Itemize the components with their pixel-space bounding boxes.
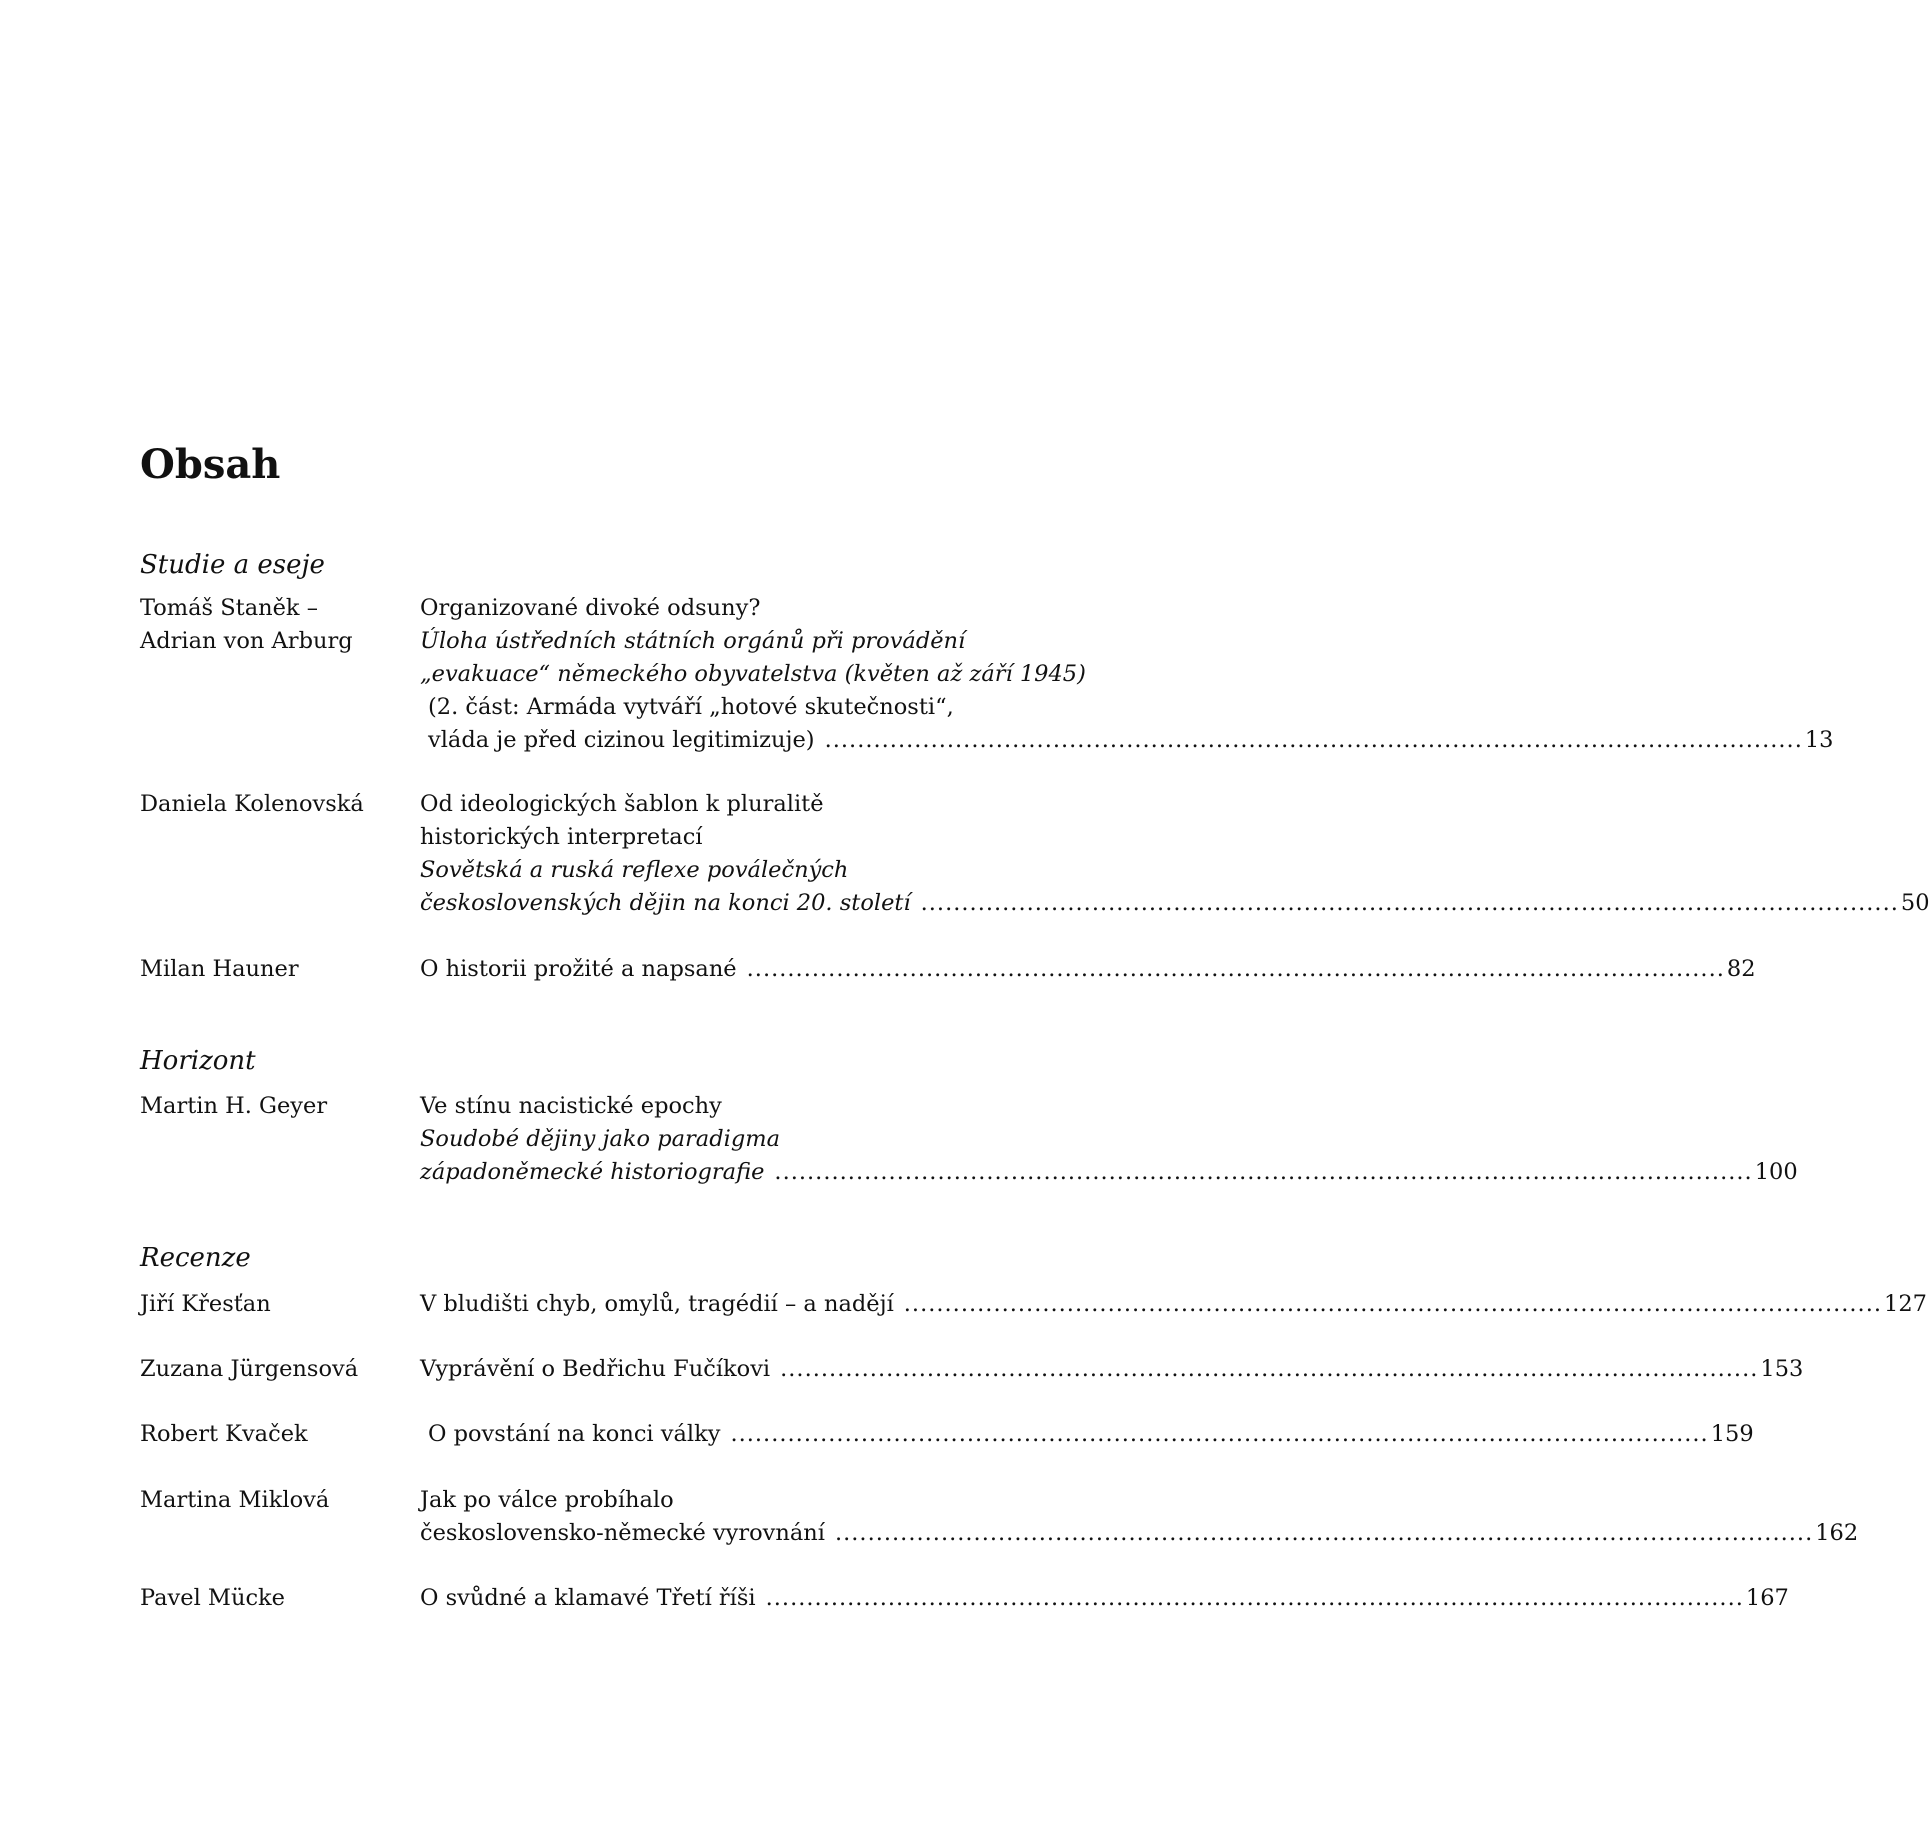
- page-number: 13: [1804, 727, 1834, 753]
- entry-author: Martina Miklová: [140, 1487, 330, 1513]
- page-number: 159: [1710, 1421, 1754, 1447]
- entry-title: Organizované divoké odsuny? Úloha ústředních státních orgánů při provádění „evakuace“ německého obyvatelstva (květen až září 1945) (2. část: Armáda vytváří „hotové skutečnosti“, vláda je před cizinou legitimizuje) ........................................................................................................................ 13: [420, 592, 1068, 757]
- entry-author: Pavel Mücke: [140, 1585, 285, 1611]
- page-number: 162: [1815, 1520, 1859, 1546]
- entry-title: O povstání na konci války ........................................................................................................................ 159: [420, 1418, 1068, 1451]
- page-number: 153: [1760, 1356, 1804, 1382]
- page-title: Obsah: [140, 441, 281, 488]
- entry-title: O svůdné a klamavé Třetí říši ........................................................................................................................ 167: [420, 1582, 1068, 1615]
- dot-leader: ........................................................................................................................: [746, 956, 1725, 982]
- page-number: 82: [1726, 956, 1756, 982]
- entry-title: Od ideologických šablon k pluralitě historických interpretací Sovětská a ruská reflexe poválečných československých dějin na konci 20. století ........................................................................................................................ 50: [420, 788, 1068, 920]
- entry-author: Jiří Křesťan: [140, 1291, 271, 1317]
- dot-leader: ........................................................................................................................: [903, 1291, 1883, 1317]
- section-heading-recenze: Recenze: [140, 1243, 251, 1273]
- section-heading-horizont: Horizont: [140, 1046, 256, 1076]
- page-number: 127: [1884, 1291, 1927, 1317]
- entry-author: Zuzana Jürgensová: [140, 1356, 359, 1382]
- entry-title: V bludišti chyb, omylů, tragédií – a nadějí ........................................................................................................................ 127: [420, 1288, 1068, 1321]
- dot-leader: ........................................................................................................................: [730, 1421, 1709, 1447]
- dot-leader: ........................................................................................................................: [774, 1159, 1753, 1185]
- entry-title: Vyprávění o Bedřichu Fučíkovi ........................................................................................................................ 153: [420, 1353, 1068, 1386]
- dot-leader: ........................................................................................................................: [920, 890, 1899, 916]
- entry-author: Martin H. Geyer: [140, 1093, 328, 1119]
- entry-title: Jak po válce probíhalo československo-německé vyrovnání ........................................................................................................................ 162: [420, 1484, 1068, 1550]
- page-number: 100: [1754, 1159, 1798, 1185]
- dot-leader: ........................................................................................................................: [834, 1520, 1814, 1546]
- page-number: 167: [1745, 1585, 1789, 1611]
- entry-author: Robert Kvaček: [140, 1421, 308, 1447]
- entry-author: Daniela Kolenovská: [140, 791, 364, 817]
- page-number: 50: [1900, 890, 1930, 916]
- dot-leader: ........................................................................................................................: [765, 1585, 1744, 1611]
- dot-leader: ........................................................................................................................: [780, 1356, 1759, 1382]
- entry-title: Ve stínu nacistické epochy Soudobé dějiny jako paradigma západoněmecké historiografie ........................................................................................................................ 100: [420, 1090, 1068, 1189]
- dot-leader: ........................................................................................................................: [824, 727, 1803, 753]
- section-heading-studie: Studie a eseje: [140, 550, 325, 580]
- entry-title: O historii prožité a napsané ........................................................................................................................ 82: [420, 953, 1068, 986]
- entry-author: Tomáš Staněk – Adrian von Arburg: [140, 595, 353, 654]
- entry-author: Milan Hauner: [140, 956, 299, 982]
